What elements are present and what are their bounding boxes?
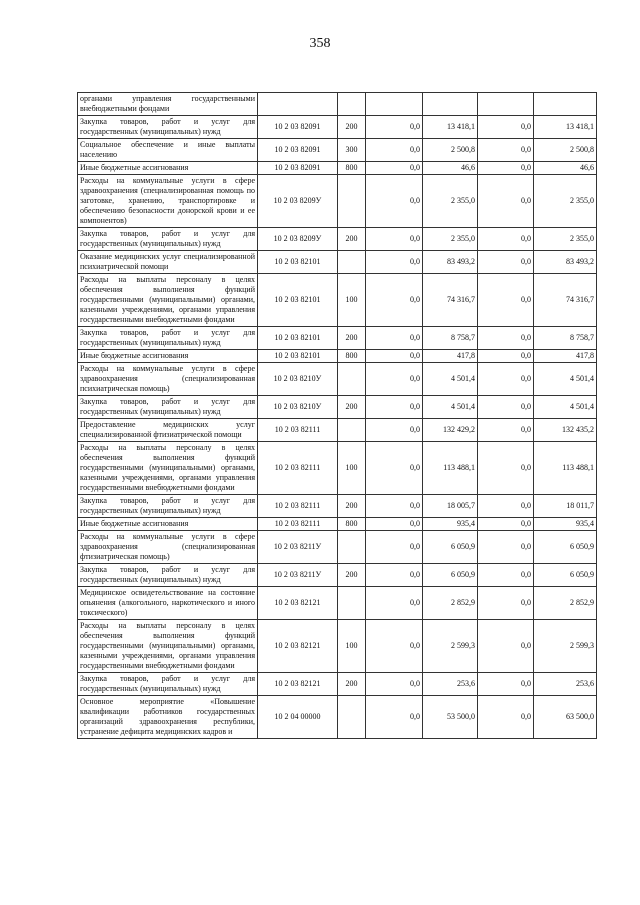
table-row — [78, 228, 597, 251]
row-code-cell: 10 2 03 8210У — [258, 396, 338, 419]
row-value-3-cell: 0,0 — [478, 327, 534, 350]
row-value-1-cell: 0,0 — [366, 419, 423, 442]
row-code-cell: 10 2 03 82091 — [258, 139, 338, 162]
row-value-1-cell: 0,0 — [366, 175, 423, 228]
row-code-cell: 10 2 03 82111 — [258, 419, 338, 442]
row-value-3-cell: 0,0 — [478, 162, 534, 175]
budget-table — [77, 92, 597, 739]
row-name-cell: Закупка товаров, работ и услуг для государственных (муниципальных) нужд — [78, 495, 258, 518]
row-value-2-cell — [423, 93, 478, 116]
row-value-3-cell: 0,0 — [478, 673, 534, 696]
row-name-cell: Социальное обеспечение и иные выплаты населению — [78, 139, 258, 162]
table-row — [78, 442, 597, 495]
row-value-4-cell: 13 418,1 — [534, 116, 597, 139]
row-value-1-cell: 0,0 — [366, 495, 423, 518]
row-value-1-cell: 0,0 — [366, 116, 423, 139]
row-expense-type-cell: 800 — [338, 162, 366, 175]
row-value-4-cell: 18 011,7 — [534, 495, 597, 518]
row-expense-type-cell — [338, 363, 366, 396]
row-value-4-cell: 4 501,4 — [534, 363, 597, 396]
row-expense-type-cell: 800 — [338, 518, 366, 531]
table-row — [78, 274, 597, 327]
table-row — [78, 116, 597, 139]
table-row — [78, 93, 597, 116]
row-value-3-cell: 0,0 — [478, 419, 534, 442]
row-value-2-cell: 6 050,9 — [423, 564, 478, 587]
row-expense-type-cell: 100 — [338, 620, 366, 673]
row-value-4-cell: 132 435,2 — [534, 419, 597, 442]
row-value-1-cell: 0,0 — [366, 228, 423, 251]
row-value-2-cell: 6 050,9 — [423, 531, 478, 564]
row-name-cell: Медицинское освидетельствование на состояние опьянения (алкогольного, наркотического и иного токсического) — [78, 587, 258, 620]
row-value-2-cell: 935,4 — [423, 518, 478, 531]
row-code-cell: 10 2 03 8210У — [258, 363, 338, 396]
row-name-cell: Расходы на коммунальные услуги в сфере здравоохранения (специализированная психиатрическая помощь) — [78, 363, 258, 396]
row-value-2-cell: 2 355,0 — [423, 175, 478, 228]
row-value-2-cell: 2 599,3 — [423, 620, 478, 673]
table-row — [78, 251, 597, 274]
row-value-4-cell: 2 355,0 — [534, 228, 597, 251]
row-name-cell: Расходы на выплаты персоналу в целях обеспечения выполнения функций государственными (муниципальными) органами, казенными учреждениями, органами управления государственными внебюджетными фондами — [78, 274, 258, 327]
row-value-4-cell: 2 500,8 — [534, 139, 597, 162]
row-name-cell: Расходы на выплаты персоналу в целях обеспечения выполнения функций государственными (муниципальными) органами, казенными учреждениями, органами управления государственными внебюджетными фондами — [78, 620, 258, 673]
row-expense-type-cell — [338, 419, 366, 442]
row-value-4-cell: 8 758,7 — [534, 327, 597, 350]
row-expense-type-cell: 800 — [338, 350, 366, 363]
row-value-2-cell: 83 493,2 — [423, 251, 478, 274]
row-name-cell: Оказание медицинских услуг специализированной психиатрической помощи — [78, 251, 258, 274]
row-value-3-cell: 0,0 — [478, 396, 534, 419]
row-value-2-cell: 2 500,8 — [423, 139, 478, 162]
page-number: 358 — [309, 36, 331, 51]
row-value-2-cell: 18 005,7 — [423, 495, 478, 518]
row-value-1-cell: 0,0 — [366, 620, 423, 673]
row-value-1-cell: 0,0 — [366, 251, 423, 274]
row-code-cell: 10 2 03 82121 — [258, 673, 338, 696]
row-name-cell: Основное мероприятие «Повышение квалификации работников государственных организаций здравоохранения республики, устранение дефицита медицинских кадров и — [78, 696, 258, 739]
row-expense-type-cell — [338, 531, 366, 564]
row-name-cell: Предоставление медицинских услуг специализированной фтизиатрической помощи — [78, 419, 258, 442]
row-value-4-cell: 2 852,9 — [534, 587, 597, 620]
row-code-cell: 10 2 03 82091 — [258, 116, 338, 139]
row-value-3-cell: 0,0 — [478, 696, 534, 739]
row-value-1-cell: 0,0 — [366, 327, 423, 350]
row-code-cell: 10 2 03 8209У — [258, 175, 338, 228]
table-row — [78, 531, 597, 564]
row-value-2-cell: 253,6 — [423, 673, 478, 696]
table-row — [78, 419, 597, 442]
row-name-cell: Закупка товаров, работ и услуг для государственных (муниципальных) нужд — [78, 396, 258, 419]
row-value-1-cell — [366, 93, 423, 116]
row-value-3-cell: 0,0 — [478, 518, 534, 531]
table-row — [78, 620, 597, 673]
row-code-cell: 10 2 03 8209У — [258, 228, 338, 251]
row-name-cell: Расходы на коммунальные услуги в сфере здравоохранения (специализированная помощь по заготовке, хранению, транспортировке и обеспечению безопасности донорской крови и ее компонентов) — [78, 175, 258, 228]
row-code-cell: 10 2 03 82111 — [258, 442, 338, 495]
row-value-2-cell: 46,6 — [423, 162, 478, 175]
table-row — [78, 350, 597, 363]
row-name-cell: Иные бюджетные ассигнования — [78, 518, 258, 531]
row-code-cell: 10 2 03 82111 — [258, 495, 338, 518]
table-row — [78, 518, 597, 531]
row-code-cell: 10 2 03 82091 — [258, 162, 338, 175]
row-value-1-cell: 0,0 — [366, 396, 423, 419]
row-code-cell: 10 2 03 8211У — [258, 564, 338, 587]
row-name-cell: Иные бюджетные ассигнования — [78, 162, 258, 175]
row-value-4-cell: 935,4 — [534, 518, 597, 531]
row-value-1-cell: 0,0 — [366, 518, 423, 531]
row-value-2-cell: 13 418,1 — [423, 116, 478, 139]
row-value-2-cell: 8 758,7 — [423, 327, 478, 350]
row-value-3-cell — [478, 93, 534, 116]
row-value-1-cell: 0,0 — [366, 442, 423, 495]
table-row — [78, 175, 597, 228]
row-value-3-cell: 0,0 — [478, 350, 534, 363]
row-value-2-cell: 2 355,0 — [423, 228, 478, 251]
row-expense-type-cell — [338, 93, 366, 116]
table-row — [78, 587, 597, 620]
row-expense-type-cell — [338, 696, 366, 739]
row-expense-type-cell: 200 — [338, 396, 366, 419]
row-value-4-cell: 46,6 — [534, 162, 597, 175]
row-value-1-cell: 0,0 — [366, 162, 423, 175]
row-value-1-cell: 0,0 — [366, 363, 423, 396]
row-expense-type-cell: 200 — [338, 495, 366, 518]
table-row — [78, 495, 597, 518]
row-value-2-cell: 417,8 — [423, 350, 478, 363]
table-row — [78, 363, 597, 396]
row-value-1-cell: 0,0 — [366, 696, 423, 739]
row-name-cell: Иные бюджетные ассигнования — [78, 350, 258, 363]
row-value-1-cell: 0,0 — [366, 673, 423, 696]
row-code-cell: 10 2 04 00000 — [258, 696, 338, 739]
row-value-3-cell: 0,0 — [478, 228, 534, 251]
row-value-3-cell: 0,0 — [478, 495, 534, 518]
row-value-3-cell: 0,0 — [478, 251, 534, 274]
row-name-cell: Расходы на коммунальные услуги в сфере здравоохранения (специализированная фтизиатрическая помощь) — [78, 531, 258, 564]
row-value-1-cell: 0,0 — [366, 531, 423, 564]
table-body — [78, 93, 597, 739]
row-value-3-cell: 0,0 — [478, 620, 534, 673]
table-row — [78, 673, 597, 696]
row-value-4-cell — [534, 93, 597, 116]
row-value-1-cell: 0,0 — [366, 139, 423, 162]
row-value-4-cell: 6 050,9 — [534, 564, 597, 587]
row-value-2-cell: 2 852,9 — [423, 587, 478, 620]
row-value-2-cell: 74 316,7 — [423, 274, 478, 327]
row-expense-type-cell: 200 — [338, 327, 366, 350]
row-value-4-cell: 253,6 — [534, 673, 597, 696]
row-name-cell: Закупка товаров, работ и услуг для государственных (муниципальных) нужд — [78, 228, 258, 251]
row-value-4-cell: 74 316,7 — [534, 274, 597, 327]
row-expense-type-cell: 200 — [338, 116, 366, 139]
row-value-4-cell: 4 501,4 — [534, 396, 597, 419]
row-value-3-cell: 0,0 — [478, 116, 534, 139]
row-name-cell: Расходы на выплаты персоналу в целях обеспечения выполнения функций государственными (муниципальными) органами, казенными учреждениями, органами управления государственными внебюджетными фондами — [78, 442, 258, 495]
row-value-3-cell: 0,0 — [478, 442, 534, 495]
row-value-4-cell: 2 599,3 — [534, 620, 597, 673]
row-name-cell: Закупка товаров, работ и услуг для государственных (муниципальных) нужд — [78, 116, 258, 139]
row-value-3-cell: 0,0 — [478, 531, 534, 564]
row-code-cell: 10 2 03 82101 — [258, 251, 338, 274]
row-value-4-cell: 2 355,0 — [534, 175, 597, 228]
row-code-cell: 10 2 03 82121 — [258, 620, 338, 673]
row-expense-type-cell: 100 — [338, 274, 366, 327]
row-expense-type-cell: 200 — [338, 228, 366, 251]
row-value-3-cell: 0,0 — [478, 587, 534, 620]
table-row — [78, 564, 597, 587]
row-code-cell — [258, 93, 338, 116]
row-value-2-cell: 132 429,2 — [423, 419, 478, 442]
table-row — [78, 139, 597, 162]
row-expense-type-cell — [338, 251, 366, 274]
row-expense-type-cell — [338, 587, 366, 620]
row-name-cell: Закупка товаров, работ и услуг для государственных (муниципальных) нужд — [78, 673, 258, 696]
row-name-cell: Закупка товаров, работ и услуг для государственных (муниципальных) нужд — [78, 327, 258, 350]
row-value-3-cell: 0,0 — [478, 564, 534, 587]
row-value-1-cell: 0,0 — [366, 587, 423, 620]
row-code-cell: 10 2 03 82121 — [258, 587, 338, 620]
row-name-cell: органами управления государственными внебюджетными фондами — [78, 93, 258, 116]
row-value-2-cell: 113 488,1 — [423, 442, 478, 495]
row-value-4-cell: 417,8 — [534, 350, 597, 363]
row-value-3-cell: 0,0 — [478, 175, 534, 228]
table-row — [78, 327, 597, 350]
row-value-3-cell: 0,0 — [478, 139, 534, 162]
row-value-2-cell: 4 501,4 — [423, 396, 478, 419]
row-value-1-cell: 0,0 — [366, 564, 423, 587]
row-name-cell: Закупка товаров, работ и услуг для государственных (муниципальных) нужд — [78, 564, 258, 587]
row-code-cell: 10 2 03 8211У — [258, 531, 338, 564]
row-code-cell: 10 2 03 82111 — [258, 518, 338, 531]
row-value-2-cell: 53 500,0 — [423, 696, 478, 739]
row-value-3-cell: 0,0 — [478, 363, 534, 396]
row-code-cell: 10 2 03 82101 — [258, 350, 338, 363]
row-code-cell: 10 2 03 82101 — [258, 327, 338, 350]
table-row — [78, 162, 597, 175]
table-row — [78, 696, 597, 739]
row-value-2-cell: 4 501,4 — [423, 363, 478, 396]
row-value-1-cell: 0,0 — [366, 274, 423, 327]
row-value-4-cell: 6 050,9 — [534, 531, 597, 564]
row-value-4-cell: 63 500,0 — [534, 696, 597, 739]
row-expense-type-cell: 300 — [338, 139, 366, 162]
row-expense-type-cell: 100 — [338, 442, 366, 495]
row-code-cell: 10 2 03 82101 — [258, 274, 338, 327]
row-value-4-cell: 113 488,1 — [534, 442, 597, 495]
row-expense-type-cell — [338, 175, 366, 228]
table-row — [78, 396, 597, 419]
row-value-4-cell: 83 493,2 — [534, 251, 597, 274]
row-value-3-cell: 0,0 — [478, 274, 534, 327]
row-value-1-cell: 0,0 — [366, 350, 423, 363]
row-expense-type-cell: 200 — [338, 564, 366, 587]
row-expense-type-cell: 200 — [338, 673, 366, 696]
